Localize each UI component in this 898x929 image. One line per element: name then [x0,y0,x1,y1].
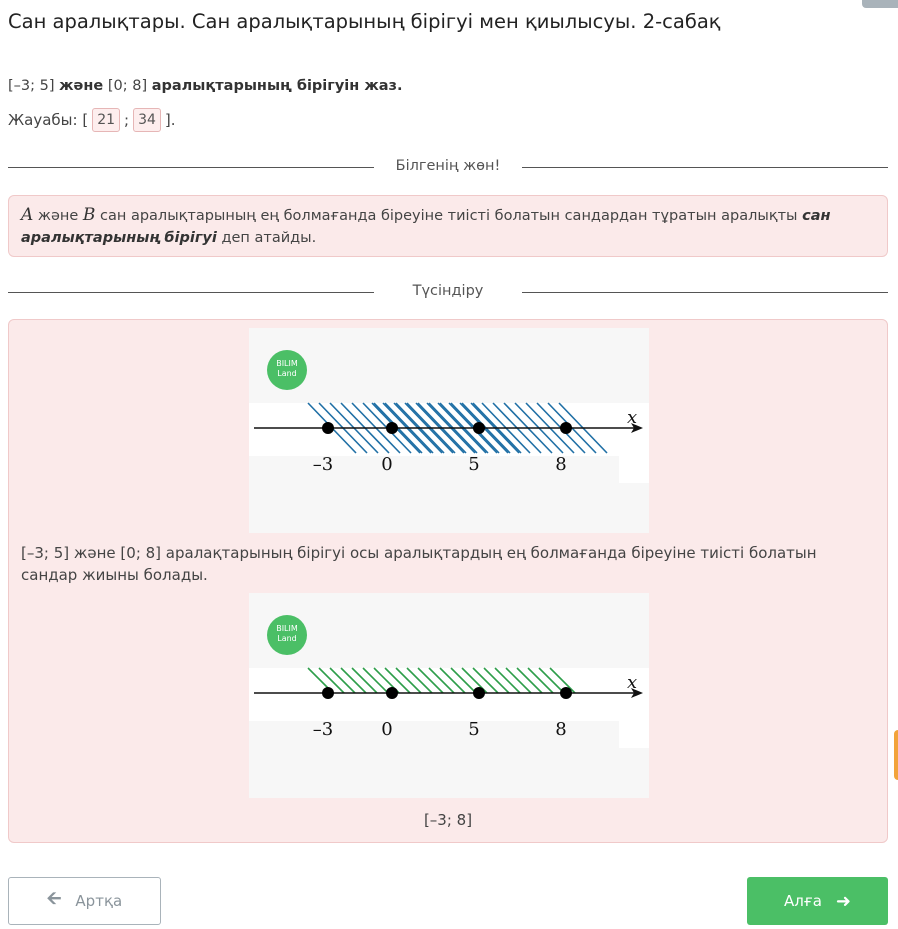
tick-point [473,687,485,699]
next-button-label: Алға [784,892,822,910]
tick-label: –3 [312,719,334,740]
label-background [619,721,649,748]
label-background [619,456,649,483]
logo-text: BILIM [276,359,298,368]
knowledge-term: сан аралықтарының бірігуі [21,208,831,246]
back-button-label: Артқа [75,892,123,910]
knowledge-divider [8,158,888,178]
number-line-figure-1 [249,328,649,533]
tick-label: 8 [555,454,567,475]
explanation-heading: Түсіндіру [412,283,484,299]
axis-label: x [627,407,638,428]
logo-text: BILIM [276,624,298,633]
knowledge-and: және [37,208,79,224]
tick-label: 0 [381,719,393,740]
answer-input-1[interactable]: 21 [92,108,120,132]
tick-point [322,687,334,699]
number-line-figure-2 [249,593,649,798]
tick-point [473,422,485,434]
explanation-text: [–3; 5] және [0; 8] аралақтарының бірігуі осы аралықтардың ең болмағанда біреуіне тиісті болатын сандар жиыны болады. [21,544,817,584]
logo-text: Land [277,634,297,643]
number-line-svg-2 [249,593,649,798]
divider-line-right [522,167,888,168]
var-b: B [82,205,96,225]
tick-point [322,422,334,434]
answer-input-2[interactable]: 34 [133,108,161,132]
question-text [8,78,402,94]
answer-label: Жауабы: [ [8,111,89,129]
tick-label: –3 [312,454,334,475]
tick-point [386,687,398,699]
question-conj: және [59,78,104,94]
knowledge-heading: Білгенің жөн! [395,158,501,174]
answer-close: ]. [164,111,176,129]
explanation-divider [8,283,888,303]
knowledge-text-1: сан аралықтарының ең болмағанда біреуіне тиісті болатын сандардан тұратын аралықты [100,208,798,224]
divider-line-right [522,292,888,293]
question-interval-a: [–3; 5] [8,78,55,94]
knowledge-box [8,195,888,257]
var-a: A [21,205,34,225]
result-interval: [–3; 8] [423,811,473,829]
back-button[interactable] [8,877,161,925]
tick-label: 5 [468,454,480,475]
side-help-tab[interactable] [894,730,898,780]
axis-label: x [627,672,638,693]
question-task: аралықтарының бірігуін жаз. [151,78,403,94]
answer-separator: ; [124,111,130,129]
logo-text: Land [277,369,297,378]
page-title: Сан аралықтары. Сан аралықтарының бірігуі мен қиылысуы. 2-сабақ [8,10,721,33]
arrow-right-icon: ➜ [835,890,851,912]
tick-label: 0 [381,454,393,475]
question-interval-b: [0; 8] [107,78,148,94]
answer-row [8,108,176,132]
tick-point [560,422,572,434]
explanation-box [8,319,888,843]
tick-label: 8 [555,719,567,740]
number-line-svg-1 [249,328,649,533]
knowledge-text-2: деп атайды. [221,230,317,246]
arrow-left-icon: 🡨 [46,888,62,909]
tick-point [560,687,572,699]
next-button[interactable] [747,877,888,925]
top-corner-tab [862,0,898,8]
tick-point [386,422,398,434]
tick-label: 5 [468,719,480,740]
